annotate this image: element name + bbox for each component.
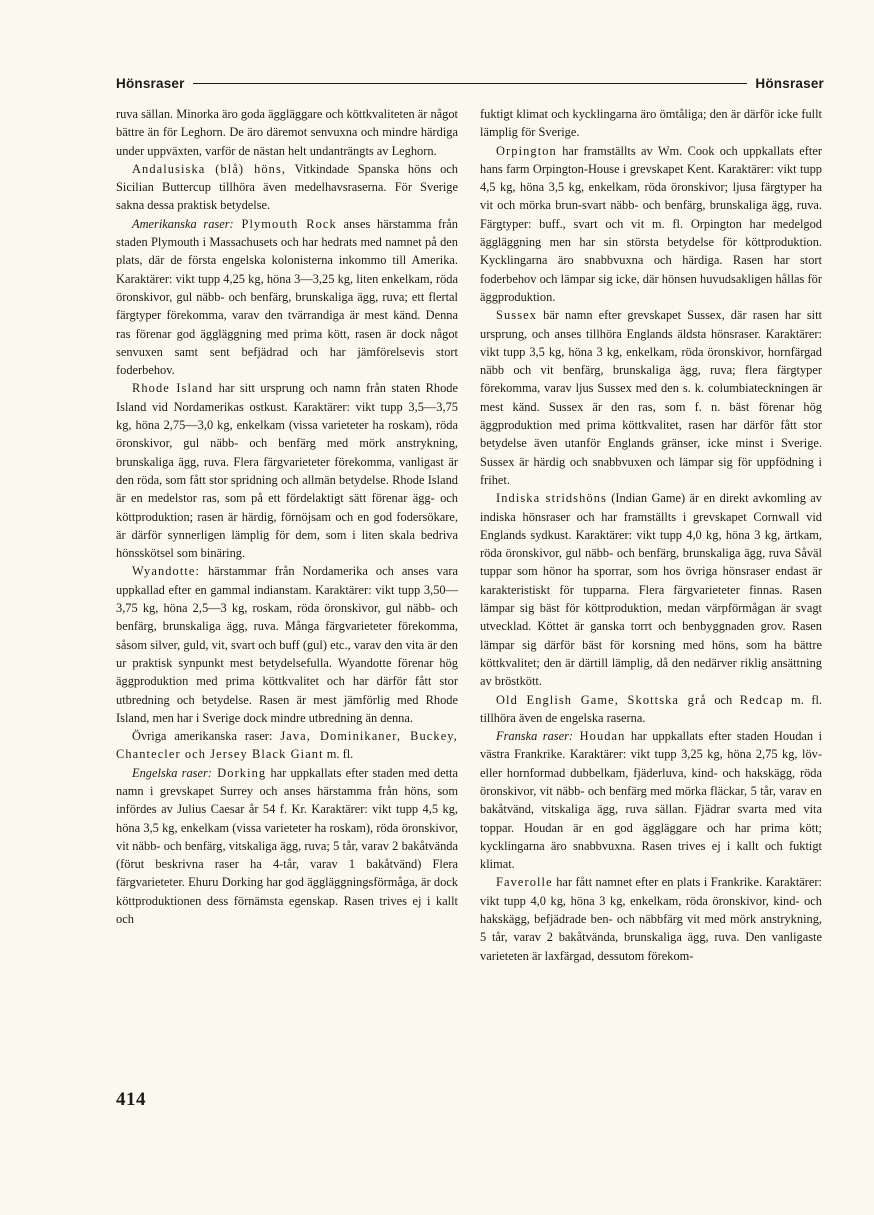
paragraph-minorka: ruva sällan. Minorka äro goda äggläggare och köttkvaliteten är något bättre än för Leghorn. De äro däremot senvuxna och mindre härdiga under uppväxten, varför de nästan helt undanträngts av Leghorn. bbox=[116, 107, 458, 158]
paragraph-dorking: Engelska raser: Dorking har uppkallats efter staden med detta namn i grevskapet Surrey och anses härstamma från höns, som infördes av Julius Caesar år 54 f. Kr. Karaktärer: vikt tupp 4,5 kg, höna 3,5 kg, enkelkam (vissa varieteter ha roskam), röda öronskivor, vit näbb- och benfärg, vitskaliga ägg, ruva; 5 tår, varav 2 bakåtvända (förut beskrivna raser ha 4-tår, varav 1 bakåtvänd) Flera färgvarieteter. Ehuru Dorking har god äggläggningsförmåga, är dock köttproduktionen dess förnämsta egenskap. Rasen trives ej i kallt och bbox=[116, 765, 458, 927]
paragraph-sussex: Sussex bär namn efter grevskapet Sussex, där rasen har sitt ursprung, och anses tillhöra Englands äldsta hönsraser. Karaktärer: vikt tupp 3,5 kg, höna 3 kg, enkelkam, röda öronskivor, hornfärgad näbb och vit benfärg, brunskaliga ägg, ruva; flera färgtyper förekomma, varav ljus Sussex med den s. k. columbiateckningen är mest känd. Sussex är den ras, som f. n. bäst förenar hög äggproduktion med prima köttkvalitet, rasen har därför fått stor betydelse även utanför Englands gränser, icke minst i Sverige. Sussex är härdig och snabbvuxen och lämpar sig för uppfödning i frihet. bbox=[480, 308, 822, 487]
paragraph-dorking-cont: fuktigt klimat och kycklingarna äro ömtåliga; den är därför icke fullt lämplig för Sverige. bbox=[480, 107, 822, 140]
paragraph-andalusiska: Andalusiska (blå) höns, Vitkindade Spanska höns och Sicilian Buttercup tillhöra även medelhavsraserna. För Sverige sakna dessa praktisk betydelse. bbox=[116, 161, 458, 213]
right-column bbox=[480, 105, 822, 965]
running-header bbox=[116, 72, 824, 94]
paragraph-wyandotte: Wyandotte: härstammar från Nordamerika och anses vara uppkallad efter en gammal indianstam. Karaktärer: vikt tupp 3,50—3,75 kg, höna 2,5—3 kg, roskam, röda öronskivor, gul näbb- och benfärg, brunskaliga ägg, ruva. Många färgvarieteter förekomma, såsom silver, guld, vit, svart och buff (gul) etc., varav den vita är den ur praktisk synpunkt mest betydelsefulla. Wyandotte förenar hög äggproduktion med prima köttkvalitet och har därför fått stor utbredning och betydelse. Rasen är mest jämförlig med Rhode Island, men har i Sverige dock mindre utbredning än denna. bbox=[116, 564, 458, 725]
running-header-left: Hönsraser bbox=[116, 75, 185, 91]
running-header-right: Hönsraser bbox=[755, 75, 824, 91]
paragraph-plymouth-rock: Amerikanska raser: Plymouth Rock anses härstamma från staden Plymouth i Massachusets och har hedrats med namnet på den plats, där de första engelska kolonisterna inkommo till Amerika. Karaktärer: vikt tupp 4,25 kg, höna 3—3,25 kg, liten enkelkam, röda öronskivor, gul näbb- och benfärg, brunskaliga ägg, ruva; ett flertal färgtyper förekomma, varav den tvärrandiga är mest känd. Denna ras förenar god äggläggning med prima kött, rasen är dock något senvuxen samt sent befjädrad och har jämförelsevis stort foderbehov. bbox=[116, 216, 458, 378]
paragraph-houdan: Franska raser: Houdan har uppkallats efter staden Houdan i västra Frankrike. Karaktärer: vikt tupp 3,25 kg, höna 2,75 kg, löv- eller hornformad dubbelkam, fjäderluva, kind- och hakskägg, röda öronskivor, vit näbb- och benfärg med mörka fläckar, 5 tår, varav en bakåtvänd, vitskaliga ägg, ruva sällan. Fjädrar svarta med vita toppar. Houdan är en god äggläggare och har prima kött; kycklingarna äro snabbvuxna. Rasen trives ej i kallt och fuktigt klimat. bbox=[480, 729, 823, 872]
paragraph-indiska-stridshons: Indiska stridshöns (Indian Game) är en direkt avkomling av indiska hönsraser och har framställts i grevskapet Cornwall vid Englands sydkust. Karaktärer: vikt tupp 4,0 kg, höna 3 kg, ärtkam, röda öronskivor, gul näbb- och benfärg, brunskaliga ägg, ruva Såväl tuppar som hönor ha sporrar, som hos övriga hönsraser endast är karakteristiskt för tupparna. Flera färgvarieteter finnas. Rasen lämpar sig bäst för köttproduktion, medan värpförmågan är svagt utvecklad. Köttet är ganska torrt och benbyggnaden grov. Rasen lämpar sig därför bäst för korsning med höns, som ha bättre köttkvalitet; den är därtill lämplig, då den nedärver riklig ansättning av bröstkött. bbox=[480, 491, 822, 689]
header-rule bbox=[193, 83, 748, 84]
paragraph-old-english-game: Old English Game, Skottska grå och Redcap m. fl. tillhöra även de engelska raserna. bbox=[480, 692, 822, 725]
page-number: 414 bbox=[116, 1089, 146, 1110]
paragraph-ovriga-amerikanska: Övriga amerikanska raser: Java, Dominikaner, Buckey, Chantecler och Jersey Black Giant m. fl. bbox=[116, 729, 458, 762]
paragraph-orpington: Orpington har framställts av Wm. Cook och uppkallats efter hans farm Orpington-House i grevskapet Kent. Karaktärer: vikt tupp 4,5 kg, höna 3,5 kg, enkelkam, röda öronskivor; ljusa färgtyper ha vit och mörka brun-svart näbb- och benfärg, brunskaliga ägg, ruva. Färgtyper: buff., svart och vit m. fl. Orpington har medelgod äggläggning men har sin största betydelse för köttproduktion. Kycklingarna äro snabbvuxna och härdiga. Rasen har stort foderbehov och lämpar sig icke, där hönsen huvudsakligen hållas för äggproduktion. bbox=[480, 143, 822, 304]
paragraph-faverolle: Faverolle har fått namnet efter en plats i Frankrike. Karaktärer: vikt tupp 4,0 kg, höna 3 kg, enkelkam, röda öronskivor, kind- och hakskägg, befjädrade ben- och näbbfärg vit med mörk anstrykning, 5 tår, varav 2 bakåtvända, brunskaliga ägg, ruva. Den vanligaste varieteten är laxfärgad, dessutom förekom- bbox=[480, 875, 822, 963]
paragraph-rhode-island: Rhode Island har sitt ursprung och namn från staten Rhode Island vid Nordamerikas ostkust. Karaktärer: vikt tupp 3,5—3,75 kg, höna 2,75—3,0 kg, enkelkam (vissa varieteter ha roskam), röda öronskivor, gul näbb- och benfärg med mörk anstrykning, brunskaliga ägg, ruva. Flera färgvarieteter förekomma, vanligast är den röda, som fått stor spridning och allmän betydelse. Rhode Island är en medelstor ras, som på ett fördelaktigt sätt förenar ägg- och köttproduktion; rasen är härdig, förnöjsam och en god fodersökare, är därför synnerligen lämplig för dem, som i liten skala bedriva hönsskötsel som binäring. bbox=[116, 381, 459, 561]
left-column bbox=[116, 105, 458, 928]
